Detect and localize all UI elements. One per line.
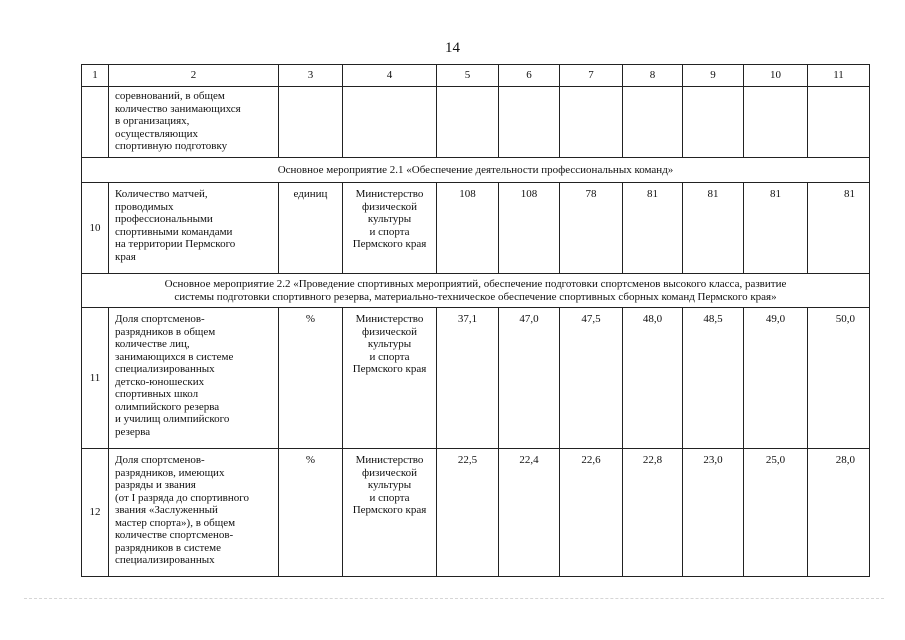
executor-line: культуры (367, 479, 412, 491)
indicator-name-line: соревнований, в общем (115, 90, 225, 102)
value-cell: 23,0 (683, 449, 744, 577)
indicator-name-line: в организациях, (115, 115, 190, 127)
indicator-name-line: разрядников, имеющих (115, 466, 225, 479)
indicator-name-line: разрядников в системе (115, 541, 222, 554)
table-row-11 (82, 308, 870, 449)
header-cell: 1 (82, 65, 109, 87)
executor-cell (343, 183, 437, 274)
value-cell: 49,0 (744, 308, 808, 449)
section-row-2-1 (82, 158, 870, 183)
unit-cell (279, 87, 343, 158)
indicator-name-line: (от I разряда до спортивного (115, 491, 249, 504)
executor-line: физической (362, 200, 417, 213)
header-cell: 11 (808, 65, 870, 87)
indicator-name-line: количество занимающихся (115, 102, 241, 115)
unit-cell: % (279, 308, 343, 449)
value-cell (744, 87, 808, 158)
page-number: 14 (445, 40, 460, 56)
value-cell: 81 (683, 183, 744, 274)
indicator-name-line: количестве лиц, (115, 338, 190, 350)
executor-cell (343, 449, 437, 577)
executor-cell (343, 87, 437, 158)
row-number: 12 (82, 449, 109, 577)
value-cell (560, 87, 623, 158)
indicator-name-line: на территории Пермского (115, 238, 236, 250)
executor-line: физической (362, 325, 417, 338)
value-cell (499, 87, 560, 158)
indicator-name-line: спортивную подготовку (115, 140, 228, 152)
indicator-name-line: осуществляющих (115, 127, 198, 140)
executor-line: Пермского края (352, 363, 427, 375)
header-cell: 4 (343, 65, 437, 87)
indicator-name-line: специализированных (115, 554, 215, 566)
row-number: 11 (82, 308, 109, 449)
executor-line: и спорта (369, 225, 410, 238)
executor-line: Министерство (355, 188, 424, 200)
executor-line: и спорта (369, 350, 410, 363)
value-cell: 47,0 (499, 308, 560, 449)
row-number: 10 (82, 183, 109, 274)
value-cell: 28,0 (808, 449, 870, 577)
table-header-row (82, 65, 870, 87)
indicator-name-cell (109, 183, 279, 274)
section-title-2-1: Основное мероприятие 2.1 «Обеспечение деятельности профессиональных команд» (82, 158, 870, 183)
executor-line: Пермского края (352, 504, 427, 516)
indicator-name-line: Доля спортсменов- (115, 454, 205, 466)
indicator-name-line: края (115, 250, 136, 263)
value-cell (683, 87, 744, 158)
value-cell (437, 87, 499, 158)
section-row-2-2 (82, 274, 870, 308)
value-cell: 22,4 (499, 449, 560, 577)
value-cell: 81 (744, 183, 808, 274)
value-cell: 50,0 (808, 308, 870, 449)
unit-cell: единиц (279, 183, 343, 274)
table-row-continuation (82, 87, 870, 158)
header-cell: 10 (744, 65, 808, 87)
value-cell: 37,1 (437, 308, 499, 449)
value-cell: 47,5 (560, 308, 623, 449)
value-cell: 25,0 (744, 449, 808, 577)
header-cell: 3 (279, 65, 343, 87)
value-cell: 81 (808, 183, 870, 274)
unit-cell: % (279, 449, 343, 577)
section-title-line: Основное мероприятие 2.2 «Проведение спортивных мероприятий, обеспечение подготовки спортсменов высокого класса, развитие (164, 278, 787, 290)
indicator-name-cell (109, 449, 279, 577)
executor-line: культуры (367, 213, 412, 225)
value-cell: 108 (499, 183, 560, 274)
indicator-name-line: профессиональными (115, 213, 213, 225)
value-cell: 22,5 (437, 449, 499, 577)
value-cell (808, 87, 870, 158)
indicator-name-cell (109, 308, 279, 449)
header-cell: 7 (560, 65, 623, 87)
section-title-line: системы подготовки спортивного резерва, материально-техническое обеспечение спортивных сборных команд Пермского края» (174, 290, 777, 303)
indicator-name-line: звания «Заслуженный (115, 504, 218, 516)
value-cell: 22,8 (623, 449, 683, 577)
indicator-name-line: проводимых (115, 200, 174, 213)
indicator-name-line: количестве спортсменов- (115, 529, 234, 541)
indicator-name-line: мастер спорта»), в общем (115, 516, 236, 529)
indicator-name-cell (109, 87, 279, 158)
indicator-name-line: разряды и звания (115, 479, 196, 491)
indicator-name-line: спортивных школ (115, 388, 199, 400)
section-title-2-2 (82, 274, 870, 308)
indicator-name-line: детско-юношеских (115, 375, 205, 388)
indicator-name-line: Доля спортсменов- (115, 313, 205, 325)
table-row-12 (82, 449, 870, 577)
header-cell: 5 (437, 65, 499, 87)
executor-line: Министерство (355, 313, 424, 325)
value-cell: 48,5 (683, 308, 744, 449)
executor-cell (343, 308, 437, 449)
header-cell: 9 (683, 65, 744, 87)
executor-line: Министерство (355, 454, 424, 466)
executor-line: культуры (367, 338, 412, 350)
indicator-name-line: разрядников в общем (115, 325, 216, 338)
indicator-name-line: специализированных (115, 363, 215, 375)
table-row-10 (82, 183, 870, 274)
value-cell: 48,0 (623, 308, 683, 449)
executor-line: и спорта (369, 491, 410, 504)
value-cell (623, 87, 683, 158)
indicator-name-line: спортивными командами (115, 225, 233, 238)
row-number-cell (82, 87, 109, 158)
indicator-name-line: занимающихся в системе (115, 350, 234, 363)
indicators-table (81, 64, 870, 577)
executor-line: физической (362, 466, 417, 479)
value-cell: 81 (623, 183, 683, 274)
value-cell: 22,6 (560, 449, 623, 577)
executor-line: Пермского края (352, 238, 427, 250)
page-bottom-rule (24, 598, 884, 599)
header-cell: 2 (109, 65, 279, 87)
header-cell: 8 (623, 65, 683, 87)
value-cell: 78 (560, 183, 623, 274)
indicator-name-line: Количество матчей, (115, 188, 208, 200)
header-cell: 6 (499, 65, 560, 87)
value-cell: 108 (437, 183, 499, 274)
indicator-name-line: резерва (115, 425, 151, 438)
indicator-name-line: и училищ олимпийского (115, 413, 230, 425)
indicator-name-line: олимпийского резерва (115, 400, 220, 413)
